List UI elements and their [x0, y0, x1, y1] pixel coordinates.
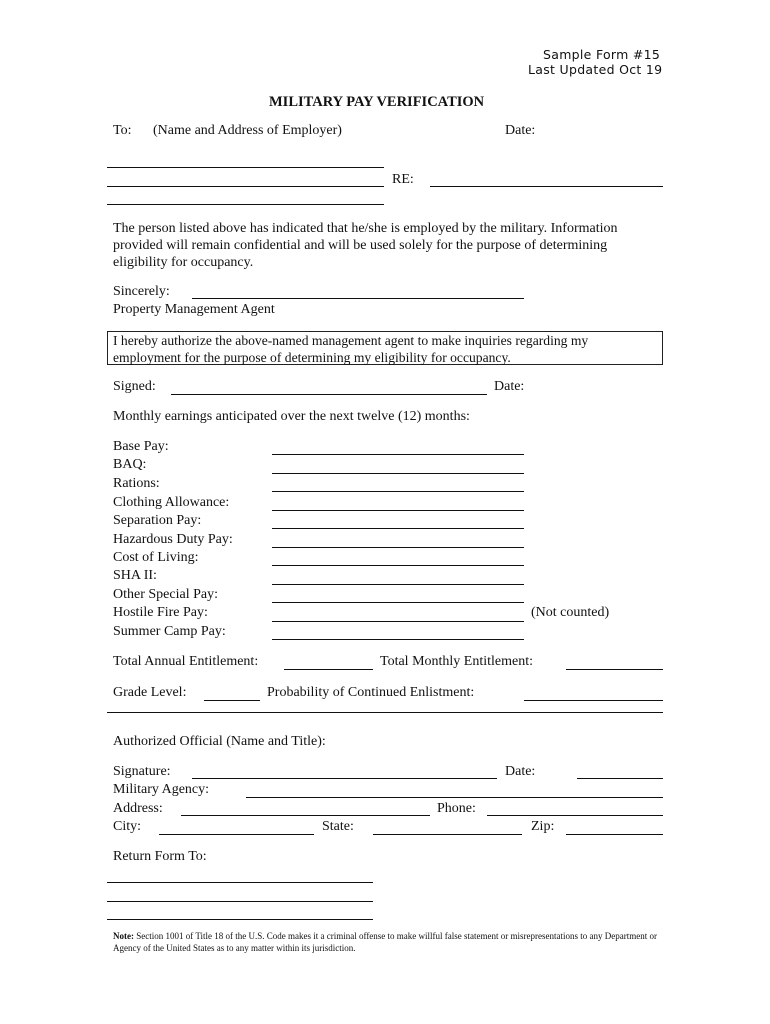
city-line[interactable]: [159, 834, 314, 835]
earning-label: BAQ:: [113, 457, 147, 472]
monthly-entitlement-label: Total Monthly Entitlement:: [380, 654, 534, 669]
return-to-label: Return Form To:: [113, 849, 207, 864]
earning-line[interactable]: [272, 547, 524, 548]
address-label: Address:: [113, 801, 163, 816]
sincerely-label: Sincerely:: [113, 284, 170, 299]
earning-line[interactable]: [272, 528, 524, 529]
earning-label: Other Special Pay:: [113, 587, 218, 602]
earning-label: Summer Camp Pay:: [113, 624, 226, 639]
return-line-3[interactable]: [107, 919, 373, 920]
employer-line-3[interactable]: [107, 204, 384, 205]
zip-line[interactable]: [566, 834, 663, 835]
re-line[interactable]: [430, 186, 663, 187]
earning-line[interactable]: [272, 621, 524, 622]
official-signature-line[interactable]: [192, 778, 497, 779]
phone-line[interactable]: [487, 815, 663, 816]
to-label: To:: [113, 123, 132, 138]
signature-label: Signature:: [113, 764, 171, 779]
employer-line-1[interactable]: [107, 167, 384, 168]
last-updated: Last Updated Oct 19: [528, 62, 663, 77]
agency-label: Military Agency:: [113, 782, 210, 797]
official-date-label: Date:: [505, 764, 536, 779]
section-divider: [107, 712, 663, 713]
earning-label: SHA II:: [113, 568, 157, 583]
to-date-label: Date:: [505, 123, 536, 138]
annual-entitlement-line[interactable]: [284, 669, 373, 670]
to-hint: (Name and Address of Employer): [153, 123, 342, 138]
form-number: Sample Form #15: [543, 47, 661, 62]
grade-level-line[interactable]: [204, 700, 260, 701]
not-counted-note: (Not counted): [531, 605, 610, 620]
re-label: RE:: [392, 172, 414, 187]
zip-label: Zip:: [531, 819, 555, 834]
earning-line[interactable]: [272, 473, 524, 474]
earning-label: Base Pay:: [113, 439, 169, 454]
phone-label: Phone:: [437, 801, 476, 816]
state-label: State:: [322, 819, 354, 834]
earning-line[interactable]: [272, 639, 524, 640]
earning-line[interactable]: [272, 454, 524, 455]
legal-note: [113, 930, 658, 954]
earning-line[interactable]: [272, 510, 524, 511]
monthly-entitlement-line[interactable]: [566, 669, 663, 670]
agent-role: Property Management Agent: [113, 302, 275, 317]
earning-label: Separation Pay:: [113, 513, 202, 528]
official-date-line[interactable]: [577, 778, 663, 779]
probability-line[interactable]: [524, 700, 663, 701]
earning-label: Cost of Living:: [113, 550, 199, 565]
annual-entitlement-label: Total Annual Entitlement:: [113, 654, 259, 669]
probability-label: Probability of Continued Enlistment:: [267, 685, 475, 700]
earning-line[interactable]: [272, 565, 524, 566]
signed-line[interactable]: [171, 394, 487, 395]
authorization-text: I hereby authorize the above-named management agent to make inquiries regarding my employment for the purpose of determining my eligibility for occupancy.: [113, 333, 589, 365]
intro-paragraph: The person listed above has indicated that he/she is employed by the military. Information provided will remain confidential and will be used solely for the purpose of determining eligibility for occupancy.: [113, 221, 618, 270]
earning-label: Rations:: [113, 476, 160, 491]
signed-label: Signed:: [113, 379, 156, 394]
earning-line[interactable]: [272, 584, 524, 585]
agency-line[interactable]: [246, 797, 663, 798]
earning-label: Hazardous Duty Pay:: [113, 532, 233, 547]
note-text: Section 1001 of Title 18 of the U.S. Code makes it a criminal offense to make willful false statement or misrepresentations to any Department or Agency of the United States as to any matter within its jurisdiction.: [113, 931, 657, 953]
note-label: Note:: [113, 931, 134, 941]
earning-line[interactable]: [272, 602, 524, 603]
return-line-2[interactable]: [107, 901, 373, 902]
earning-label: Hostile Fire Pay:: [113, 605, 208, 620]
employer-line-2[interactable]: [107, 186, 384, 187]
return-line-1[interactable]: [107, 882, 373, 883]
grade-level-label: Grade Level:: [113, 685, 187, 700]
state-line[interactable]: [373, 834, 522, 835]
earnings-heading: Monthly earnings anticipated over the next twelve (12) months:: [113, 409, 470, 424]
city-label: City:: [113, 819, 142, 834]
earning-line[interactable]: [272, 491, 524, 492]
signed-date-label: Date:: [494, 379, 525, 394]
page-title: MILITARY PAY VERIFICATION: [269, 94, 485, 110]
official-heading: Authorized Official (Name and Title):: [113, 734, 326, 749]
address-line[interactable]: [181, 815, 430, 816]
agent-signature-line[interactable]: [192, 298, 524, 299]
earning-label: Clothing Allowance:: [113, 495, 230, 510]
